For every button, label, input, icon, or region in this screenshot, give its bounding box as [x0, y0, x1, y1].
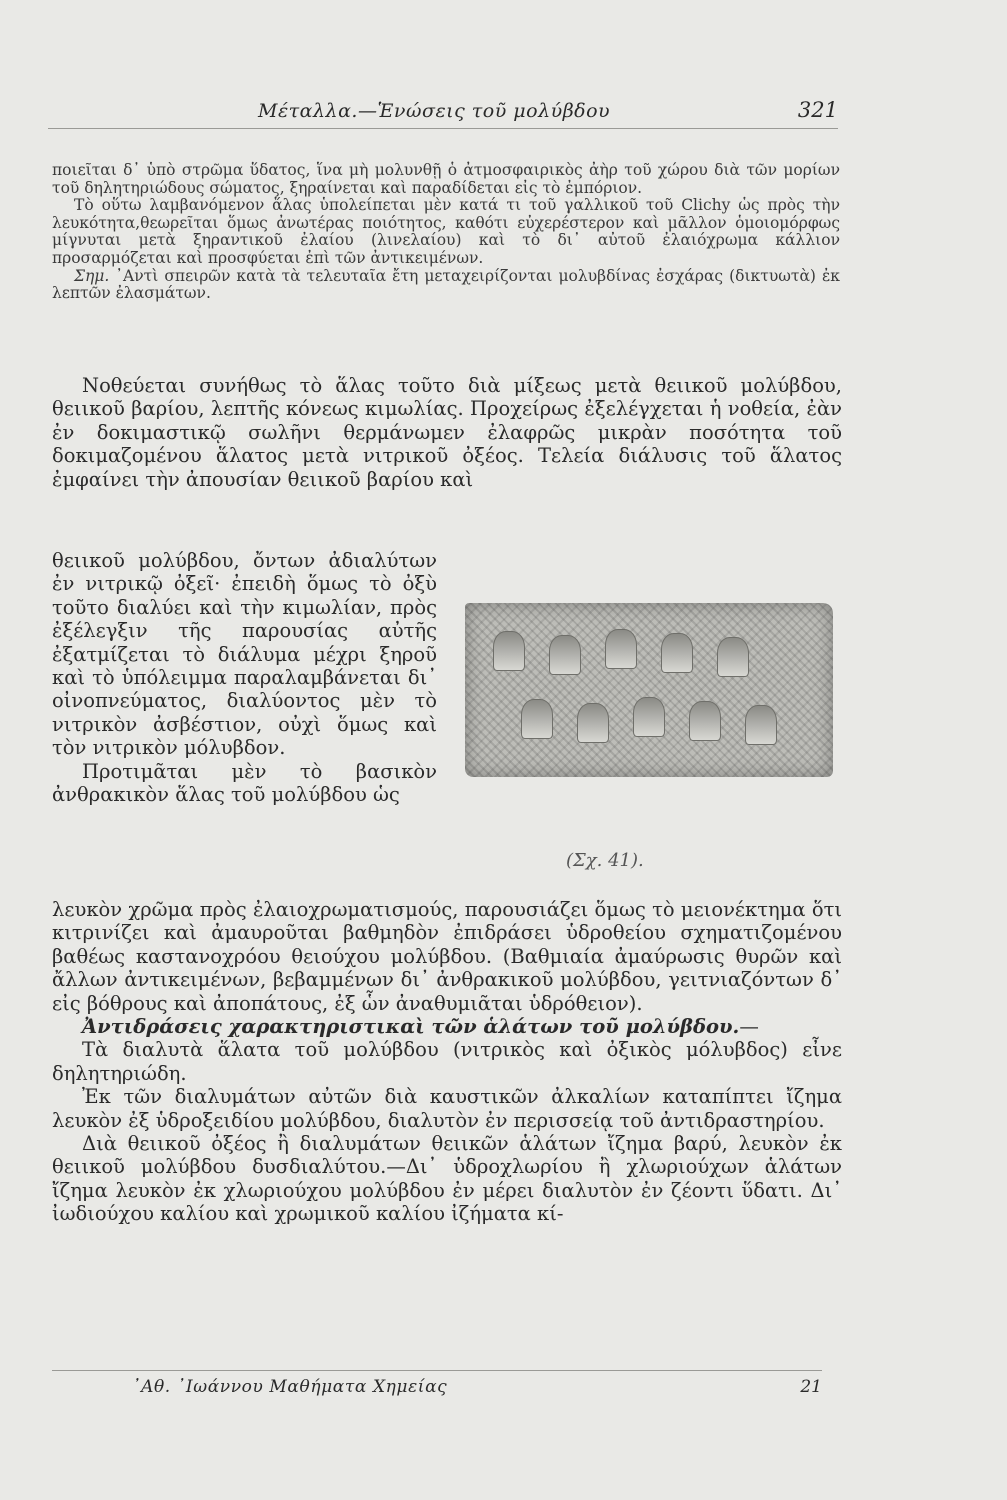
figure-pot	[717, 637, 749, 677]
section-paragraph-1: Τὰ διαλυτὰ ἅλατα τοῦ μολύβδου (νιτρικὸς καὶ ὀξικὸς μόλυβδος) εἶνε δηλητηριώδη.	[52, 1038, 842, 1085]
figure-pot	[493, 631, 525, 671]
body-paragraph-adulteration: Νοθεύεται συνήθως τὸ ἅλας τοῦτο διὰ μίξεως μετὰ θειικοῦ μολύβδου, θειικοῦ βαρίου, λεπτῆς κόνεως κιμωλίας. Προχείρως ἐξελέγχεται ἡ νοθεία, ἐὰν ἐν δοκιμαστικῷ σωλῆνι θερμάνωμεν ἐλαφρῶς μικρὰν ποσότητα τοῦ δοκιμαζομένου ἅλατος μετὰ νιτρικοῦ ὀξέος. Τελεία διάλυσις τοῦ ἅλατος ἐμφαίνει τὴν ἀπουσίαν θειικοῦ βαρίου καὶ	[52, 374, 842, 491]
figure-lead-chambers-illustration	[465, 603, 833, 777]
section-heading-dash: —	[739, 1015, 759, 1039]
section-paragraph-3: Διὰ θειικοῦ ὀξέος ἢ διαλυμάτων θειικῶν ἁλάτων ἴζημα βαρύ, λευκὸν ἐκ θειικοῦ μολύβδου δυσδιαλύτου.—Δι᾽ ὑδροχλωρίου ἢ χλωριούχων ἁλάτων ἴζημα λευκὸν ἐκ χλωριούχου μολύβδου ἐν μέρει διαλυτὸν ἐν ζέοντι ὕδατι. Δι᾽ ἰωδιούχου καλίου καὶ χρωμικοῦ καλίου ἰζήματα κί-	[52, 1132, 842, 1226]
figure-pot	[549, 635, 581, 675]
note-label: Σημ.	[74, 266, 110, 285]
figure-pot	[605, 629, 637, 669]
figure-pot	[689, 701, 721, 741]
body-block-narrow	[52, 549, 437, 806]
body-paragraph-darkening: λευκὸν χρῶμα πρὸς ἐλαιοχρωματισμούς, παρουσιάζει ὅμως τὸ μειονέκτημα ὅτι κιτρινίζει καὶ ἀμαυροῦται βαθμηδὸν ἐπιδράσει ὑδροθείου σχηματιζομένου βαθέως καστανοχρόου θειούχου μολύβδου. (Βαθμιαία ἀμαύρωσις θυρῶν καὶ ἄλλων ἀντικειμένων, βεβαμμένων δι᾽ ἀνθρακικοῦ μολύβδου, γειτνιαζόντων δ᾽ εἰς βόθρους καὶ ἀποπάτους, ἐξ ὧν ἀναθυμιᾶται ὑδρόθειον).	[52, 898, 842, 1015]
small-print-block	[52, 162, 840, 303]
body-paragraph-preference: Προτιμᾶται μὲν τὸ βασικὸν ἀνθρακικὸν ἅλας τοῦ μολύβδου ὡς	[52, 759, 437, 807]
figure-pot	[745, 705, 777, 745]
body-paragraph-chalk: θειικοῦ μολύβδου, ὄντων ἀδιαλύτων ἐν νιτρικῷ ὀξεῖ· ἐπειδὴ ὅμως τὸ ὀξὺ τοῦτο διαλύει καὶ τὴν κιμωλίαν, πρὸς ἐξέλεγξιν τῆς παρουσίας αὐτῆς ἐξατμίζεται τὸ διάλυμα μέχρι ξηροῦ καὶ τὸ ὑπόλειμμα παραλαμβάνεται δι᾽ οἰνοπνεύματος, διαλύοντος μὲν τὸ νιτρικὸν ἀσβέστιον, οὐχὶ ὅμως καὶ τὸν νιτρικὸν μόλυβδον.	[52, 549, 437, 760]
page-number: 321	[797, 98, 838, 122]
figure-pot	[633, 697, 665, 737]
body-block-1	[52, 374, 842, 491]
section-heading: Ἀντιδράσεις χαρακτηριστικαὶ τῶν ἁλάτων τοῦ μολύβδου.	[82, 1015, 740, 1039]
note-text: ᾽Αντὶ σπειρῶν κατὰ τὰ τελευταῖα ἔτη μεταχειρίζονται μολυβδίνας ἐσχάρας (δικτυωτὰ) ἐκ λεπτῶν ἐλασμάτων.	[52, 266, 840, 303]
note-paragraph	[52, 268, 840, 303]
running-title: Μέταλλα.—Ἑνώσεις τοῦ μολύβδου	[258, 100, 611, 122]
printer-signature: 21	[800, 1377, 822, 1397]
section-heading-paragraph	[52, 1015, 842, 1038]
figure-pot	[577, 703, 609, 743]
small-paragraph-2: Τὸ οὕτω λαμβανόμενον ἅλας ὑπολείπεται μὲν κατά τι τοῦ γαλλικοῦ τοῦ Clichy ὡς πρὸς τὴν λευκότητα,θεωρεῖται ὅμως ἀνωτέρας ποιότητος, καθότι εὐχερέστερον καὶ μᾶλλον ὁμοιομόρφως μίγνυται μετὰ ξηραντικοῦ ἐλαίου (λινελαίου) καὶ τὸ δι᾽ αὐτοῦ ἐλαιόχρωμα κάλλιον προσαρμόζεται καὶ προσφύεται ἐπὶ τῶν ἀντικειμένων.	[52, 196, 840, 267]
figure-pot	[521, 699, 553, 739]
body-block-2	[52, 898, 842, 1226]
small-paragraph-1: ποιεῖται δ᾽ ὑπὸ στρῶμα ὕδατος, ἵνα μὴ μολυνθῇ ὁ ἀτμοσφαιρικὸς ἀὴρ τοῦ χώρου διὰ τῶν μορίων τοῦ δηλητηριώδους σώματος, ξηραίνεται καὶ παραδίδεται εἰς τὸ ἐμπόριον.	[52, 161, 840, 197]
section-paragraph-2: Ἐκ τῶν διαλυμάτων αὐτῶν διὰ καυστικῶν ἀλκαλίων καταπίπτει ἴζημα λευκὸν ἐξ ὑδροξειδίου μολύβδου, διαλυτὸν ἐν περισσείᾳ τοῦ ἀντιδραστηρίου.	[52, 1085, 842, 1132]
page-header	[48, 98, 838, 129]
figure-pot	[661, 633, 693, 673]
page-footer	[52, 1370, 822, 1401]
figure-caption: (Σχ. 41).	[566, 850, 644, 871]
footer-book-title: ᾽Αθ. ᾽Ιωάννου Μαθήματα Χημείας	[132, 1377, 448, 1397]
